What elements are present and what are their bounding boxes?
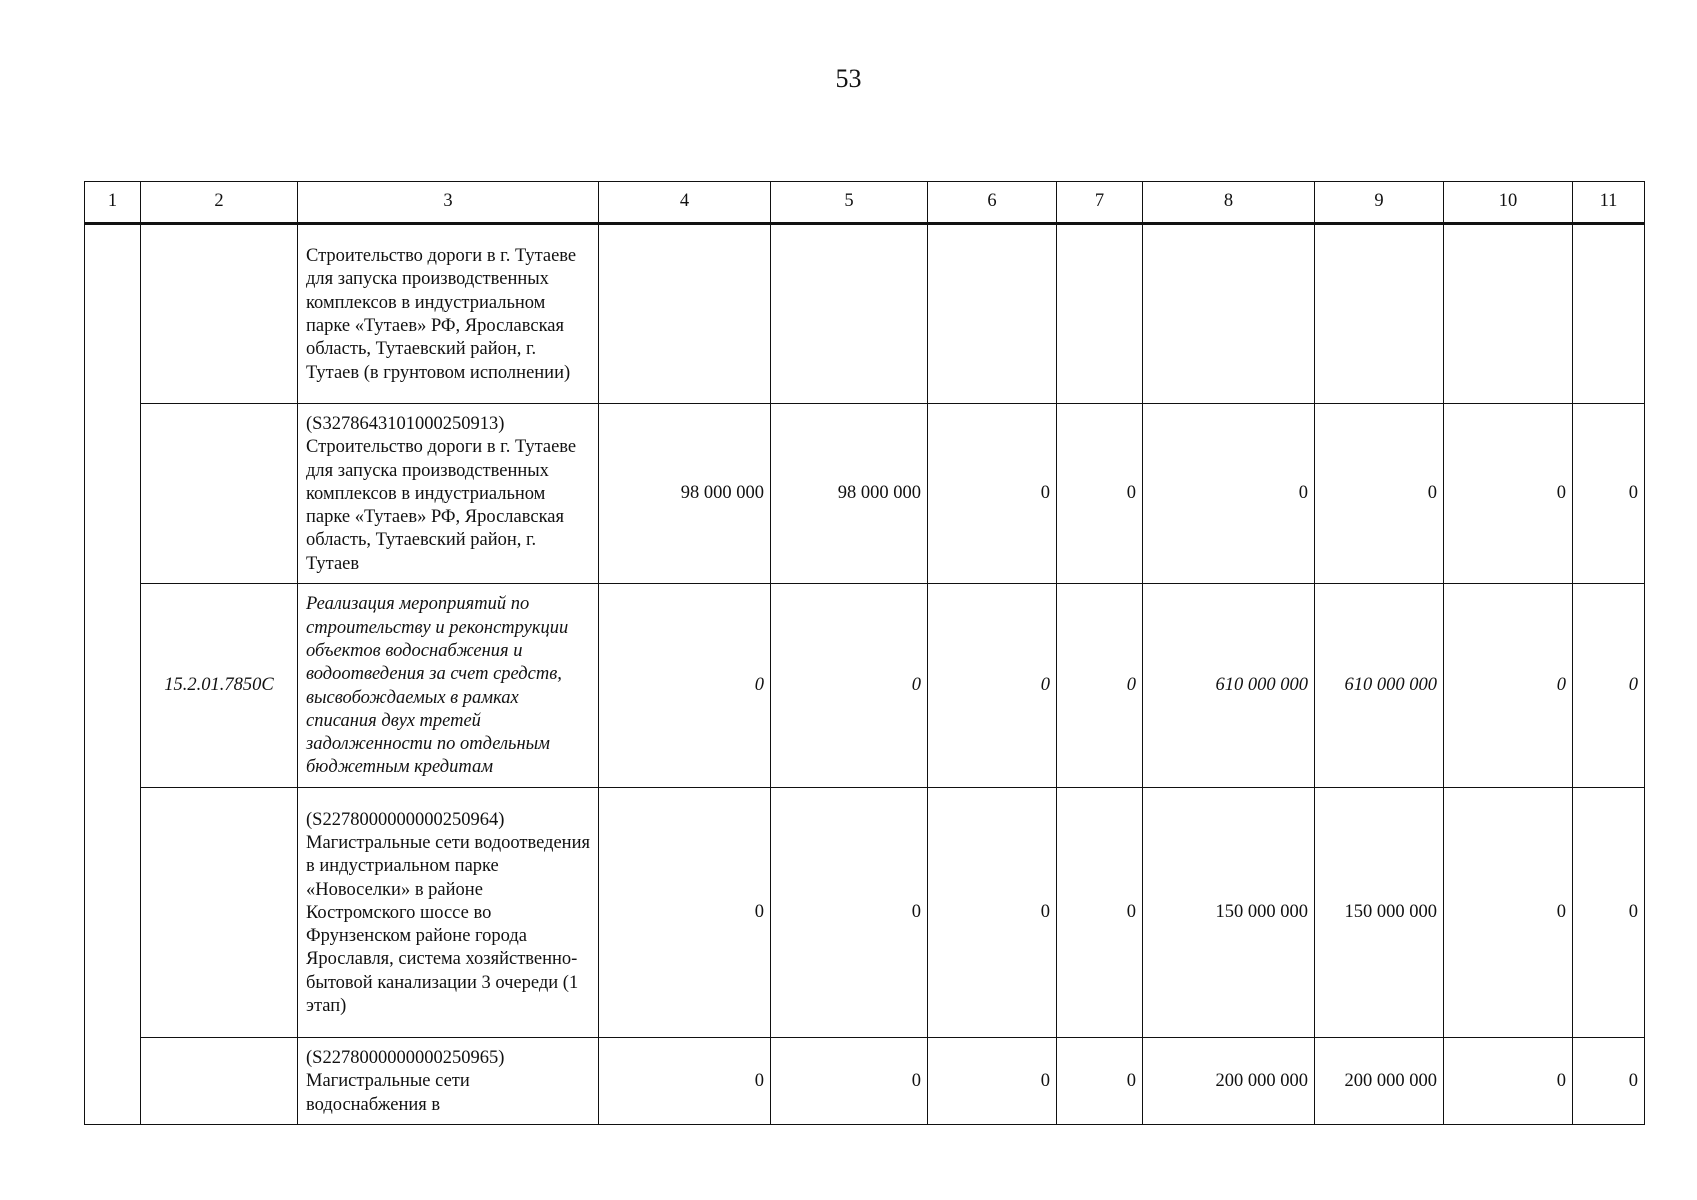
value-cell: 98 000 000	[771, 404, 928, 584]
value-cell: 200 000 000	[1143, 1038, 1315, 1125]
value-cell	[1573, 224, 1645, 404]
value-cell: 150 000 000	[1315, 788, 1444, 1038]
header-cell: 8	[1143, 182, 1315, 224]
table-row	[85, 788, 1645, 1038]
header-cell: 6	[928, 182, 1057, 224]
value-cell	[1143, 224, 1315, 404]
code-cell	[141, 1038, 298, 1125]
header-cell: 3	[298, 182, 599, 224]
value-cell: 0	[1057, 1038, 1143, 1125]
header-cell: 11	[1573, 182, 1645, 224]
code-cell	[141, 788, 298, 1038]
table-row	[85, 1038, 1645, 1125]
value-cell: 0	[928, 1038, 1057, 1125]
name-cell: (S2278000000000250965) Магистральные сети водоснабжения в	[298, 1038, 599, 1125]
value-cell: 0	[928, 404, 1057, 584]
name-cell: Строительство дороги в г. Тутаеве для запуска производственных комплексов в индустриальном парке «Тутаев» РФ, Ярославская область, Тутаевский район, г. Тутаев (в грунтовом исполнении)	[298, 224, 599, 404]
header-row	[85, 182, 1645, 224]
budget-table	[84, 181, 1645, 1125]
column-1-cell	[85, 224, 141, 1125]
value-cell: 0	[1057, 584, 1143, 788]
value-cell: 0	[928, 788, 1057, 1038]
header-cell: 4	[599, 182, 771, 224]
value-cell: 98 000 000	[599, 404, 771, 584]
table-row	[85, 584, 1645, 788]
value-cell	[599, 224, 771, 404]
value-cell	[1057, 224, 1143, 404]
value-cell: 0	[1057, 404, 1143, 584]
name-cell: (S2278000000000250964) Магистральные сети водоотведения в индустриальном парке «Новоселки» в районе Костромского шоссе во Фрунзенском районе города Ярославля, система хозяйственно-бытовой канализации 3 очереди (1 этап)	[298, 788, 599, 1038]
value-cell	[1315, 224, 1444, 404]
value-cell: 0	[771, 788, 928, 1038]
value-cell	[1444, 224, 1573, 404]
value-cell: 610 000 000	[1315, 584, 1444, 788]
value-cell: 0	[1315, 404, 1444, 584]
value-cell: 0	[1444, 788, 1573, 1038]
value-cell: 0	[1444, 404, 1573, 584]
value-cell: 0	[599, 788, 771, 1038]
value-cell: 0	[1573, 404, 1645, 584]
value-cell: 200 000 000	[1315, 1038, 1444, 1125]
value-cell: 0	[1444, 1038, 1573, 1125]
value-cell: 610 000 000	[1143, 584, 1315, 788]
value-cell: 0	[1444, 584, 1573, 788]
value-cell: 0	[771, 1038, 928, 1125]
name-cell: (S3278643101000250913) Строительство дороги в г. Тутаеве для запуска производственных комплексов в индустриальном парке «Тутаев» РФ, Ярославская область, Тутаевский район, г. Тутаев	[298, 404, 599, 584]
value-cell: 0	[1057, 788, 1143, 1038]
header-cell: 1	[85, 182, 141, 224]
value-cell: 0	[928, 584, 1057, 788]
value-cell: 0	[1573, 584, 1645, 788]
value-cell	[771, 224, 928, 404]
table-row	[85, 224, 1645, 404]
header-cell: 7	[1057, 182, 1143, 224]
name-cell: Реализация мероприятий по строительству и реконструкции объектов водоснабжения и водоотведения за счет средств, высвобождаемых в рамках списания двух третей задолженности по отдельным бюджетным кредитам	[298, 584, 599, 788]
code-cell: 15.2.01.7850С	[141, 584, 298, 788]
header-cell: 2	[141, 182, 298, 224]
table-row	[85, 404, 1645, 584]
value-cell: 0	[599, 1038, 771, 1125]
value-cell: 0	[1143, 404, 1315, 584]
value-cell: 0	[599, 584, 771, 788]
value-cell: 0	[1573, 1038, 1645, 1125]
code-cell	[141, 224, 298, 404]
header-cell: 10	[1444, 182, 1573, 224]
page-number: 53	[835, 64, 862, 93]
header-cell: 9	[1315, 182, 1444, 224]
value-cell	[928, 224, 1057, 404]
code-cell	[141, 404, 298, 584]
value-cell: 0	[771, 584, 928, 788]
value-cell: 150 000 000	[1143, 788, 1315, 1038]
header-cell: 5	[771, 182, 928, 224]
value-cell: 0	[1573, 788, 1645, 1038]
